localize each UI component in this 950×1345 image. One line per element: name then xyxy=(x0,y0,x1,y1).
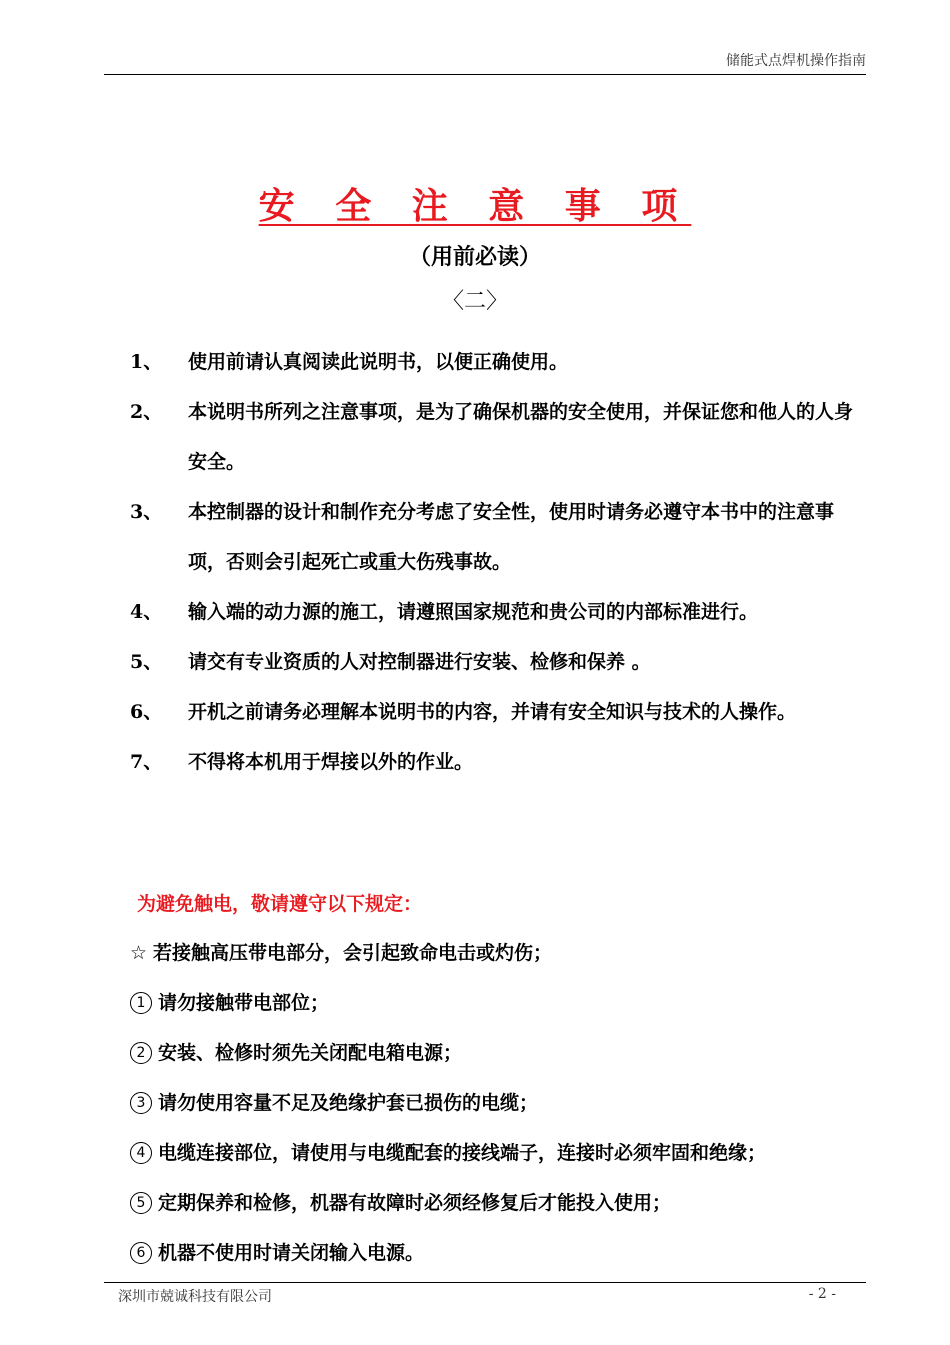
warning-star-line xyxy=(130,928,870,978)
circled-number-icon: 3 xyxy=(130,1092,152,1114)
list-item-text: 请勿接触带电部位； xyxy=(158,992,330,1014)
list-item-text: 安装、检修时须先关闭配电箱电源； xyxy=(158,1042,463,1064)
section-number: 〈二〉 xyxy=(441,289,508,314)
star-icon: ☆ xyxy=(130,942,148,964)
rule-item xyxy=(130,387,870,487)
rule-text: 本说明书所列之注意事项，是为了确保机器的安全使用，并保证您和他人的人身安全。 xyxy=(188,401,854,473)
rule-item xyxy=(130,687,870,737)
circled-number-icon: 5 xyxy=(130,1192,152,1214)
list-item-text: 电缆连接部位，请使用与电缆配套的接线端子，连接时必须牢固和绝缘； xyxy=(158,1142,767,1164)
list-item-text: 定期保养和检修，机器有故障时必须经修复后才能投入使用； xyxy=(158,1192,672,1214)
rule-number: 5、 xyxy=(130,651,163,673)
header-doc-title: 储能式点焊机操作指南 xyxy=(726,53,866,69)
list-item xyxy=(130,1028,870,1078)
circled-number-icon: 1 xyxy=(130,992,152,1014)
page-title xyxy=(0,184,950,228)
rule-text: 不得将本机用于焊接以外的作业。 xyxy=(188,751,474,773)
page-subtitle: （用前必读） xyxy=(408,244,541,270)
rule-text: 本控制器的设计和制作充分考虑了安全性，使用时请务必遵守本书中的注意事项，否则会引起死亡或重大伤残事故。 xyxy=(188,501,835,573)
page-title-text: 安 全 注 意 事 项 xyxy=(258,185,692,227)
list-item xyxy=(130,1228,870,1278)
page-footer xyxy=(104,1282,866,1311)
safety-rules-list xyxy=(130,337,870,787)
rule-number: 2、 xyxy=(130,401,163,423)
rule-number: 7、 xyxy=(130,751,163,773)
rule-text: 输入端的动力源的施工，请遵照国家规范和贵公司的内部标准进行。 xyxy=(188,601,759,623)
warning-star-text: 若接触高压带电部分，会引起致命电击或灼伤； xyxy=(153,942,553,964)
rule-number: 3、 xyxy=(130,501,163,523)
rule-item xyxy=(130,737,870,787)
rule-text: 使用前请认真阅读此说明书，以便正确使用。 xyxy=(188,351,569,373)
rule-number: 1、 xyxy=(130,351,163,373)
circled-number-icon: 2 xyxy=(130,1042,152,1064)
list-item xyxy=(130,1128,870,1178)
list-item xyxy=(130,1178,870,1228)
list-item-text: 机器不使用时请关闭输入电源。 xyxy=(158,1242,425,1264)
list-item-text: 请勿使用容量不足及绝缘护套已损伤的电缆； xyxy=(158,1092,539,1114)
rule-text: 开机之前请务必理解本说明书的内容，并请有安全知识与技术的人操作。 xyxy=(188,701,797,723)
circled-number-icon: 4 xyxy=(130,1142,152,1164)
electric-shock-rules xyxy=(130,928,870,1278)
rule-item xyxy=(130,637,870,687)
footer-company: 深圳市兢诚科技有限公司 xyxy=(118,1289,272,1305)
rule-text: 请交有专业资质的人对控制器进行安装、检修和保养 。 xyxy=(188,651,651,673)
rule-number: 6、 xyxy=(130,701,163,723)
rule-number: 4、 xyxy=(130,601,163,623)
list-item xyxy=(130,978,870,1028)
circled-number-icon: 6 xyxy=(130,1242,152,1264)
electric-shock-warning-title: 为避免触电，敬请遵守以下规定： xyxy=(137,893,423,915)
rule-item xyxy=(130,337,870,387)
page-header xyxy=(104,48,866,75)
list-item xyxy=(130,1078,870,1128)
rule-item xyxy=(130,487,870,587)
page-number: - 2 - xyxy=(808,1286,836,1302)
rule-item xyxy=(130,587,870,637)
